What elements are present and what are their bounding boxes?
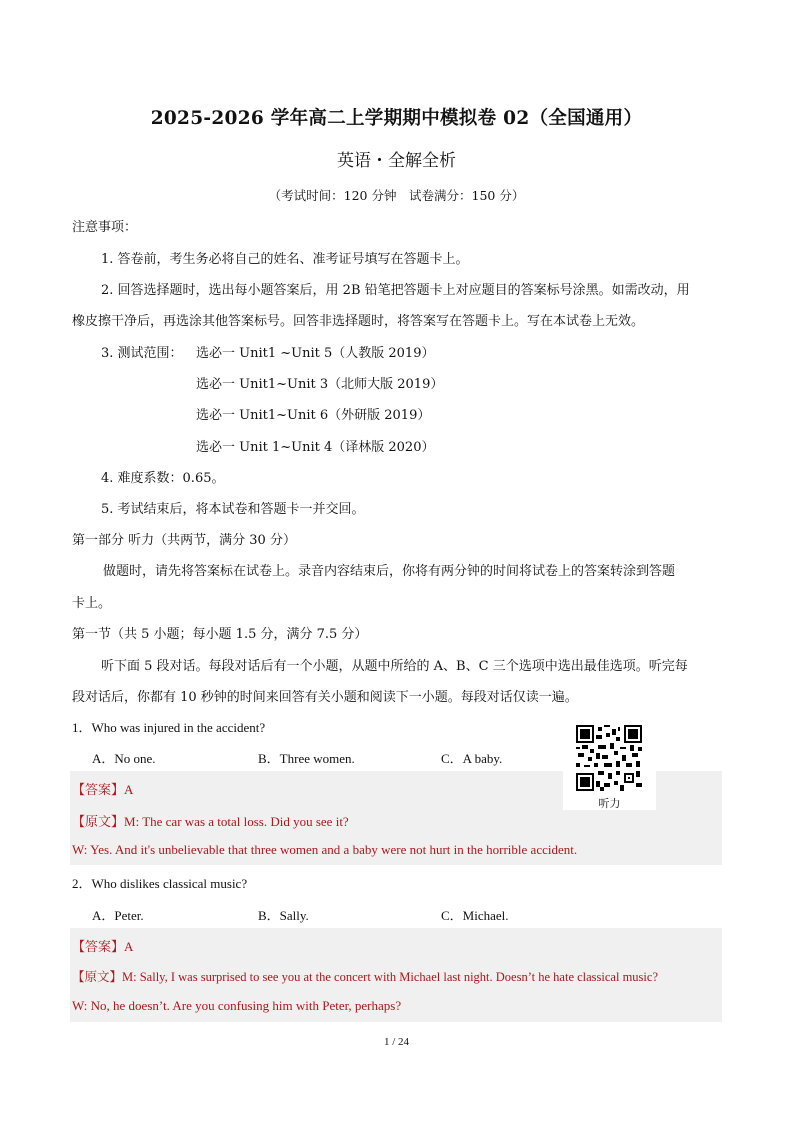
page-number: 1 / 24 [383, 1036, 410, 1048]
notes-item-4: 4. 难度系数：0.65。 [101, 471, 225, 486]
question-2-original-line-2: W: No, he doesn’t. Are you confusing him with Peter, perhaps? [72, 998, 402, 1013]
qr-code-label: 听力 [598, 797, 621, 810]
exam-info: （考试时间：120 分钟 试卷满分：150 分） [268, 188, 525, 203]
question-1-option-c: C．A baby. [441, 751, 503, 766]
question-2-option-b: B．Sally. [258, 908, 309, 923]
notes-item-2-line-1: 2. 回答选择题时，选出每小题答案后，用 2B 铅笔把答题卡上对应题目的答案标号涂黑。如需改动，用 [101, 283, 690, 298]
notes-item-1: 1. 答卷前，考生务必将自己的姓名、准考证号填写在答题卡上。 [101, 252, 469, 267]
question-2-option-c: C．Michael. [441, 908, 509, 923]
question-1-option-a: A．No one. [92, 751, 156, 766]
section1-heading: 第一节（共 5 小题；每小题 1.5 分，满分 7.5 分） [72, 627, 368, 642]
question-2-original-line-1 [72, 967, 658, 985]
question-1-stem: 1．Who was injured in the accident? [72, 720, 266, 735]
question-1-answer: 【答案】A [72, 782, 134, 797]
section1-intro-line-1: 听下面 5 段对话。每段对话后有一个小题，从题中所给的 A、B、C 三个选项中选出最佳选项。听完每 [101, 659, 688, 674]
question-1-original-line-1 [72, 811, 349, 830]
document-title: 2025-2026 学年高二上学期期中模拟卷 02（全国通用） [150, 108, 643, 129]
scope-range-2: 选必一 Unit1~Unit 3（北师大版 2019） [196, 377, 444, 392]
part1-heading: 第一部分 听力（共两节，满分 30 分） [72, 533, 296, 548]
question-1-option-b: B．Three women. [258, 751, 355, 766]
qr-code-icon [576, 725, 642, 791]
scope-range-1: 选必一 Unit1 ~Unit 5（人教版 2019） [196, 346, 435, 361]
notes-item-5: 5. 考试结束后，将本试卷和答题卡一并交回。 [101, 502, 365, 517]
question-2-stem: 2．Who dislikes classical music? [72, 876, 248, 891]
question-1-original-text-1: M: The car was a total loss. Did you see it? [124, 814, 349, 829]
question-1-original-label: 【原文】 [72, 814, 125, 829]
question-2-option-a: A．Peter. [92, 908, 144, 923]
notes-item-2-line-2: 橡皮擦干净后，再选涂其他答案标号。回答非选择题时，将答案写在答题卡上。写在本试卷上无效。 [72, 314, 645, 329]
question-2-original-text-1: M: Sally, I was surprised to see you at the concert with Michael last night. Doesn’t he hate classical music? [122, 970, 658, 984]
question-2-original-label: 【原文】 [72, 970, 123, 984]
part1-intro-line-1: 做题时，请先将答案标在试卷上。录音内容结束后，你将有两分钟的时间将试卷上的答案转涂到答题 [103, 564, 676, 579]
notes-item-3-label: 3. 测试范围： [101, 346, 183, 361]
scope-range-4: 选必一 Unit 1~Unit 4（译林版 2020） [196, 440, 435, 455]
question-1-original-line-2: W: Yes. And it's unbelievable that three women and a baby were not hurt in the horrible accident. [72, 842, 578, 857]
section1-intro-line-2: 段对话后，你都有 10 秒钟的时间来回答有关小题和阅读下一小题。每段对话仅读一遍。 [72, 690, 578, 705]
document-subtitle: 英语・全解全析 [337, 151, 456, 171]
scope-range-3: 选必一 Unit1~Unit 6（外研版 2019） [196, 408, 431, 423]
question-2-answer: 【答案】A [72, 939, 134, 954]
notes-heading: 注意事项： [72, 220, 138, 235]
part1-intro-line-2: 卡上。 [72, 596, 112, 611]
